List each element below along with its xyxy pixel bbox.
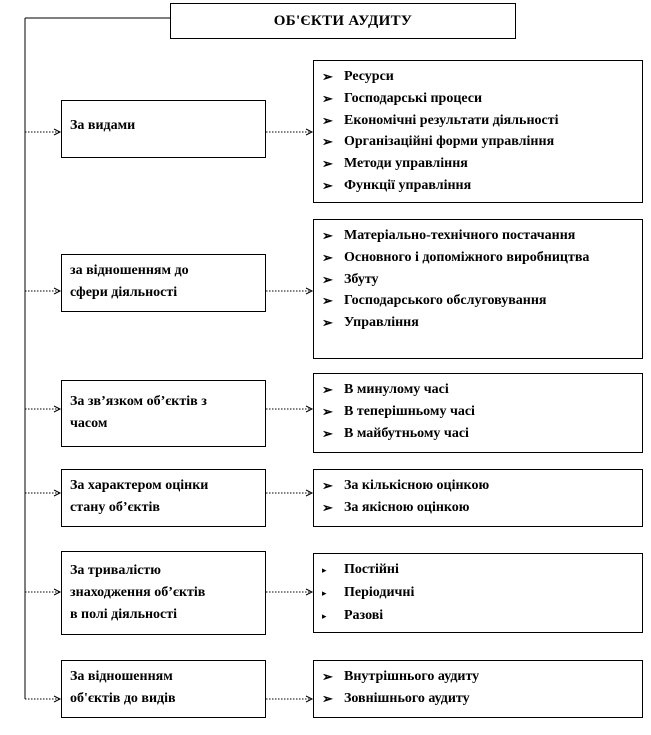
category-line: об'єктів до видів xyxy=(70,691,176,706)
list-item: ▸ Постійні xyxy=(322,559,636,582)
list-item: ➢ За кількісною оцінкою xyxy=(322,475,636,497)
arrowhead-bullet-icon: ➢ xyxy=(322,403,333,419)
list-item: ➢ Організаційні форми управління xyxy=(322,131,636,153)
items-box-sphere xyxy=(313,219,643,359)
list-item: ➢ Методи управління xyxy=(322,153,636,175)
arrowhead-bullet-icon: ➢ xyxy=(322,112,333,128)
category-box-audit-kind xyxy=(61,660,266,718)
triangle-bullet-icon: ▸ xyxy=(322,565,327,575)
list-item: ➢ Управління xyxy=(322,312,636,334)
list-item: ➢ Господарського обслуговування xyxy=(322,290,636,312)
arrowhead-bullet-icon: ➢ xyxy=(322,425,333,441)
arrow-head-icon xyxy=(54,490,60,496)
category-line: За характером оцінки xyxy=(70,478,209,493)
list-item: ▸ Періодичні xyxy=(322,582,636,605)
arrowhead-bullet-icon: ➢ xyxy=(322,690,333,706)
list-item: ▸ Разові xyxy=(322,605,636,628)
arrowhead-bullet-icon: ➢ xyxy=(322,382,333,397)
arrow-head-icon xyxy=(54,696,60,702)
list-item: ➢ В минулому часі xyxy=(322,379,636,401)
category-line: За видами xyxy=(70,118,136,133)
arrowhead-bullet-icon: ➢ xyxy=(322,134,333,150)
arrowhead-bullet-icon: ➢ xyxy=(322,499,333,515)
arrow-head-icon xyxy=(54,589,60,595)
list-item: ➢ Господарські процеси xyxy=(322,88,636,110)
arrowhead-bullet-icon: ➢ xyxy=(322,249,333,265)
arrowhead-bullet-icon: ➢ xyxy=(322,156,333,172)
arrow-head-icon xyxy=(54,129,60,135)
category-line: сфери діяльності xyxy=(70,285,178,300)
items-box-duration xyxy=(313,553,643,633)
category-line: знаходження об’єктів xyxy=(70,585,206,600)
category-line: За тривалістю xyxy=(70,563,162,578)
list-item: ➢ В майбутньому часі xyxy=(322,423,636,445)
category-line: в полі діяльності xyxy=(70,607,178,622)
items-box-audit-kind xyxy=(313,660,643,718)
category-line: За зв’язком об’єктів з xyxy=(70,394,207,409)
category-line: стану об’єктів xyxy=(70,500,160,515)
arrowhead-bullet-icon: ➢ xyxy=(322,69,333,84)
arrowhead-bullet-icon: ➢ xyxy=(322,90,333,106)
list-item: ➢ В теперішньому часі xyxy=(322,401,636,423)
category-box-assessment xyxy=(61,469,266,527)
list-item: ➢ Зовнішнього аудиту xyxy=(322,688,636,710)
items-box-assessment xyxy=(313,469,643,527)
triangle-bullet-icon: ▸ xyxy=(322,610,327,621)
items-box-time xyxy=(313,373,643,453)
list-item: ➢ За якісною оцінкою xyxy=(322,497,636,519)
list-item: ➢ Ресурси xyxy=(322,66,636,88)
category-line: За відношенням xyxy=(70,669,173,684)
list-item: ➢ Функції управління xyxy=(322,175,636,197)
category-line: за відношенням до xyxy=(70,263,189,278)
diagram-title xyxy=(170,3,516,39)
diagram-title-text: ОБ'ЄКТИ АУДИТУ xyxy=(273,12,413,29)
list-item: ➢ Збуту xyxy=(322,269,636,291)
list-item: ➢ Матеріально-технічного постачання xyxy=(322,225,636,247)
arrowhead-bullet-icon: ➢ xyxy=(322,271,333,287)
category-box-time xyxy=(61,380,266,447)
arrowhead-bullet-icon: ➢ xyxy=(322,177,333,193)
arrowhead-bullet-icon: ➢ xyxy=(322,228,333,243)
arrowhead-bullet-icon: ➢ xyxy=(322,669,333,684)
items-box-types xyxy=(313,60,643,203)
list-item: ➢ Основного і допоміжного виробництва xyxy=(322,247,636,269)
category-box-duration xyxy=(61,551,266,635)
triangle-bullet-icon: ▸ xyxy=(322,587,327,598)
category-box-types xyxy=(61,100,266,158)
arrow-head-icon xyxy=(54,406,60,412)
list-item: ➢ Внутрішнього аудиту xyxy=(322,666,636,688)
arrow-head-icon xyxy=(54,288,60,294)
arrowhead-bullet-icon: ➢ xyxy=(322,315,333,331)
arrowhead-bullet-icon: ➢ xyxy=(322,478,333,493)
category-line: часом xyxy=(70,416,108,431)
list-item: ➢ Економічні результати діяльності xyxy=(322,110,636,132)
category-box-sphere xyxy=(61,254,266,312)
arrowhead-bullet-icon: ➢ xyxy=(322,293,333,309)
